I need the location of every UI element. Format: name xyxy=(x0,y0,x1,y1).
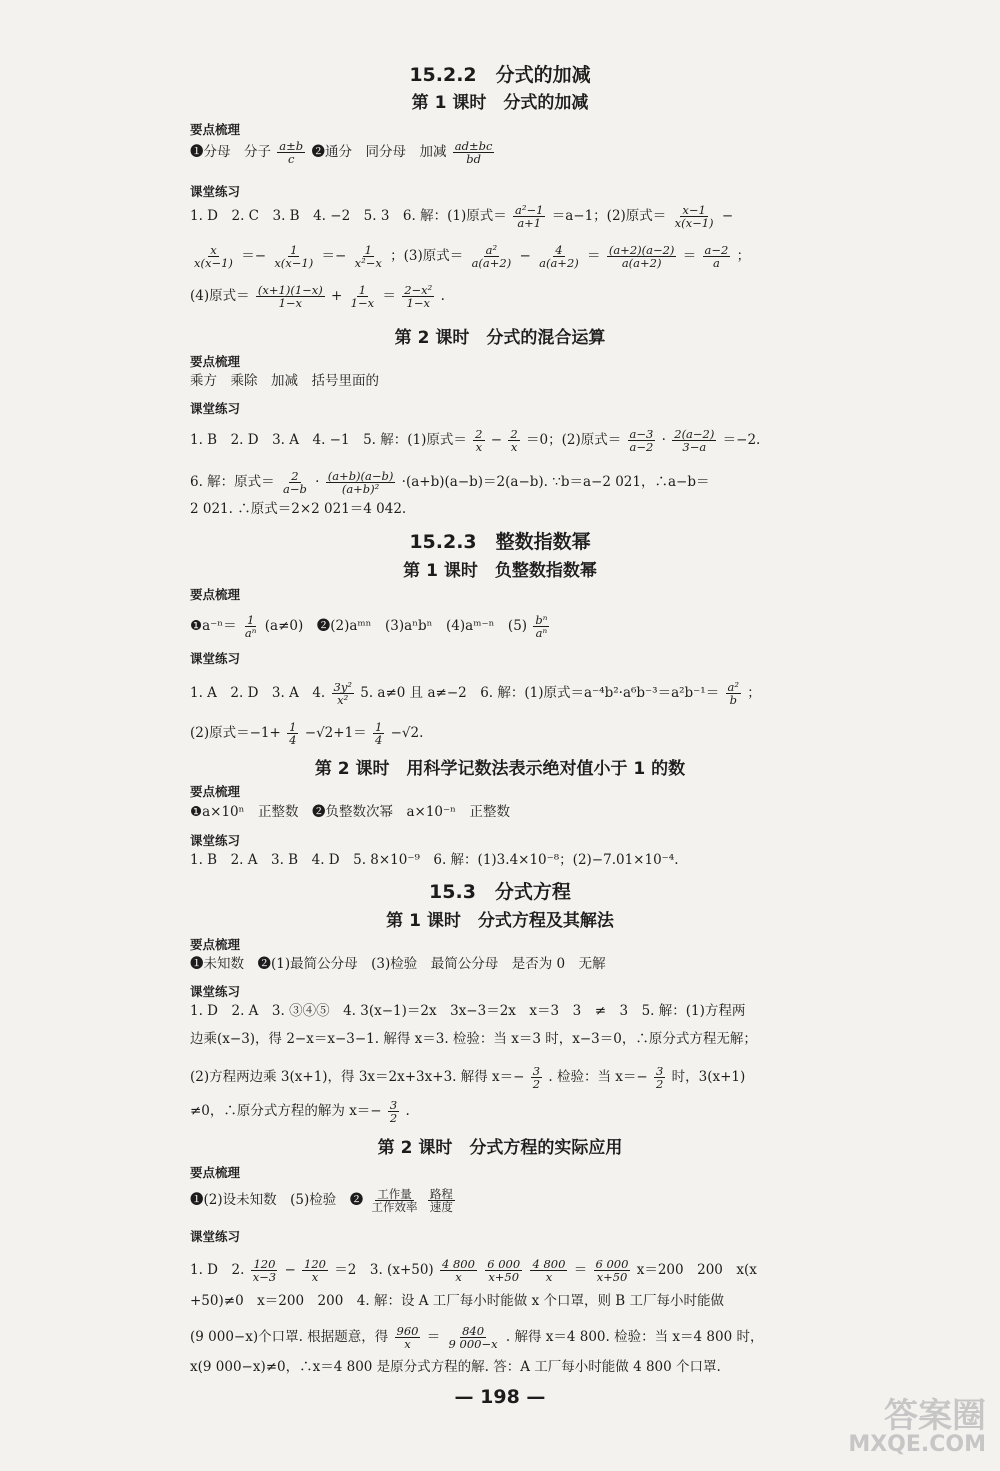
fraction xyxy=(428,1188,455,1213)
numerator: 6 000 xyxy=(487,1257,521,1271)
text: ＝− xyxy=(321,248,347,265)
denominator: 工作效率 xyxy=(371,1200,418,1215)
numerator: a²−1 xyxy=(515,203,544,217)
fraction xyxy=(277,140,305,165)
text: . 解得 x＝4 800. 检验：当 x＝4 800 时， xyxy=(505,1329,764,1346)
fraction xyxy=(349,284,376,309)
fraction xyxy=(447,1325,500,1350)
text: 时，3(x+1) xyxy=(671,1069,746,1086)
fraction xyxy=(533,614,549,639)
fraction xyxy=(192,244,235,269)
denominator: bd xyxy=(466,152,481,167)
fraction xyxy=(594,1258,631,1283)
denominator: c xyxy=(288,152,295,167)
fraction xyxy=(485,1258,522,1283)
denominator: 1−x xyxy=(278,296,303,311)
numerator: 路程 xyxy=(429,1187,453,1201)
text: − xyxy=(284,1262,296,1279)
text: ❶分母 分子 xyxy=(190,144,271,161)
numerator: a−2 xyxy=(704,243,729,257)
fraction xyxy=(281,470,309,495)
fraction xyxy=(473,428,484,453)
section-title-15-2-2: 15.2.2 分式的加减 xyxy=(409,64,591,86)
fraction xyxy=(440,1258,477,1283)
key-points-label: 要点梳理 xyxy=(190,122,241,137)
answer-line xyxy=(190,1325,763,1350)
denominator: 9 000−x xyxy=(448,1337,498,1352)
text: ·(a+b)(a−b)＝2(a−b). ∵b＝a−2 021，∴a−b＝ xyxy=(401,474,710,491)
denominator: 速度 xyxy=(429,1200,453,1215)
denominator: (a+b)² xyxy=(341,482,380,497)
denominator: 4 xyxy=(289,733,297,748)
text: ＝ xyxy=(682,248,697,265)
text: 1. A 2. D 3. A 4. xyxy=(190,685,326,702)
text: −√2+1＝ xyxy=(304,725,367,742)
fraction xyxy=(537,244,581,269)
practice-label: 课堂练习 xyxy=(190,401,241,416)
text: −√2. xyxy=(390,725,424,742)
fraction xyxy=(256,284,325,309)
key-points-line: ❶a×10ⁿ 正整数 ❷负整数次幂 a×10⁻ⁿ 正整数 xyxy=(190,804,510,820)
answer-line: x(9 000−x)≠0，∴x＝4 800 是原分式方程的解. 答：A 工厂每小时能做 4 800 个口罩. xyxy=(190,1359,721,1375)
denominator: 1−x xyxy=(350,296,375,311)
text: ；(3)原式＝ xyxy=(390,248,464,265)
fraction xyxy=(388,1099,399,1124)
answer-line: +50)≠0 x＝200 200 4. 解：设 A 工厂每小时能做 x 个口罩，则 B 工厂每小时能做 xyxy=(190,1293,725,1309)
fraction xyxy=(326,470,396,495)
numerator: a−3 xyxy=(629,427,654,441)
key-points-label: 要点梳理 xyxy=(190,937,241,952)
text: . xyxy=(405,1103,410,1120)
answer-line xyxy=(190,1258,757,1283)
text: 6. 解：原式＝ xyxy=(190,474,275,491)
denominator: x xyxy=(475,440,483,455)
denominator: aⁿ xyxy=(535,626,548,641)
numerator: 3y² xyxy=(333,680,352,694)
fraction xyxy=(453,140,495,165)
text: (2)原式＝−1+ xyxy=(190,725,281,742)
lesson-title: 第 2 课时 用科学记数法表示绝对值小于 1 的数 xyxy=(314,759,686,779)
page-number: — 198 — xyxy=(454,1386,546,1408)
answer-line xyxy=(190,284,445,309)
denominator: a+1 xyxy=(517,216,542,231)
numerator: bⁿ xyxy=(535,613,548,627)
numerator: 2 xyxy=(475,427,483,441)
answer-line xyxy=(190,681,761,706)
fraction xyxy=(726,681,741,706)
fraction xyxy=(287,721,298,746)
fraction xyxy=(531,1065,542,1090)
text: (4)原式＝ xyxy=(190,288,250,305)
numerator: 3 xyxy=(532,1064,541,1078)
text: ＝2 3. (x+50) xyxy=(334,1262,434,1279)
practice-label: 课堂练习 xyxy=(190,1229,241,1244)
fraction xyxy=(703,244,731,269)
fraction xyxy=(272,244,315,269)
answer-line: 2 021. ∴原式＝2×2 021＝4 042. xyxy=(190,501,407,517)
section-title-15-3: 15.3 分式方程 xyxy=(429,881,571,903)
numerator: 3 xyxy=(389,1098,398,1112)
answer-line: 1. D 2. A 3. ③④⑤ 4. 3(x−1)＝2x 3x−3＝2x x＝3 3 ≠ 3 5. 解：(1)方程两 xyxy=(190,1003,746,1019)
text: ≠0，∴原分式方程的解为 x＝− xyxy=(190,1103,382,1120)
text: − xyxy=(490,432,503,449)
answer-line xyxy=(190,428,760,453)
numerator: 1 xyxy=(247,613,255,627)
fraction xyxy=(332,681,354,706)
text: ❶(2)设未知数 (5)检验 ❷ xyxy=(190,1192,364,1209)
lesson-title: 第 2 课时 分式方程的实际应用 xyxy=(377,1138,623,1158)
numerator: 4 800 xyxy=(442,1257,475,1271)
fraction xyxy=(251,1258,278,1283)
watermark-site: MXQE.COM xyxy=(848,1432,986,1457)
text: ＝− xyxy=(241,248,267,265)
numerator: (a+2)(a−2) xyxy=(608,243,675,257)
text: (a≠0) ❷(2)aᵐⁿ (3)aⁿbⁿ (4)aᵐ⁻ⁿ (5) xyxy=(264,618,528,635)
denominator: x xyxy=(510,440,518,455)
denominator: x xyxy=(455,1270,462,1285)
fraction xyxy=(395,1325,421,1350)
denominator: a xyxy=(712,256,720,271)
denominator: x²−x xyxy=(354,256,382,271)
text: ＝ xyxy=(382,288,396,305)
fraction xyxy=(243,614,259,639)
numerator: 840 xyxy=(462,1324,485,1338)
text: x＝200 200 x(x xyxy=(636,1262,757,1279)
fraction xyxy=(302,1258,328,1283)
denominator: x(x−1) xyxy=(194,256,233,271)
denominator: aⁿ xyxy=(244,626,257,641)
section-title-15-2-3: 15.2.3 整数指数幂 xyxy=(409,531,591,553)
fraction xyxy=(470,244,514,269)
key-points-line xyxy=(190,1188,457,1213)
numerator: 4 800 xyxy=(532,1257,566,1271)
text: − xyxy=(519,248,531,265)
text: ＝ xyxy=(426,1329,441,1346)
denominator: 2 xyxy=(656,1077,664,1092)
text: ； xyxy=(736,248,751,265)
numerator: 1 xyxy=(374,720,383,734)
denominator: x xyxy=(311,1270,319,1285)
denominator: a(a+2) xyxy=(621,256,662,271)
text: · xyxy=(661,432,666,449)
answer-line xyxy=(190,721,423,746)
numerator: 工作量 xyxy=(377,1187,412,1201)
text: ＝a−1；(2)原式＝ xyxy=(551,208,667,225)
numerator: 2(a−2) xyxy=(674,427,715,441)
key-points-line: 乘方 乘除 加减 括号里面的 xyxy=(190,373,379,389)
fraction xyxy=(628,428,656,453)
answer-line xyxy=(190,244,750,269)
fraction xyxy=(402,284,434,309)
denominator: b xyxy=(729,693,737,708)
text: 1. D 2. C 3. B 4. −2 5. 3 6. 解：(1)原式＝ xyxy=(190,208,507,225)
text: ； xyxy=(747,685,761,702)
fraction xyxy=(530,1258,567,1283)
numerator: 2−x² xyxy=(404,283,433,297)
fraction xyxy=(673,204,716,229)
key-points-label: 要点梳理 xyxy=(190,1165,241,1180)
denominator: x+50 xyxy=(596,1270,628,1285)
answer-line xyxy=(190,1099,410,1124)
fraction xyxy=(672,428,716,453)
fraction xyxy=(508,428,519,453)
text: . xyxy=(440,288,445,305)
numerator: ad±bc xyxy=(454,139,493,153)
numerator: a² xyxy=(727,680,739,694)
key-points-line xyxy=(190,140,496,165)
answer-line xyxy=(190,470,709,495)
practice-label: 课堂练习 xyxy=(190,651,241,666)
denominator: x² xyxy=(337,693,349,708)
numerator: 1 xyxy=(358,283,367,297)
fraction xyxy=(513,204,545,229)
numerator: x−1 xyxy=(682,203,706,217)
denominator: 2 xyxy=(389,1111,398,1126)
key-points-label: 要点梳理 xyxy=(190,354,241,369)
text: ＝ xyxy=(573,1262,588,1279)
numerator: 4 xyxy=(555,243,563,257)
text: 1. B 2. D 3. A 4. −1 5. 解：(1)原式＝ xyxy=(190,432,467,449)
numerator: 120 xyxy=(304,1257,326,1271)
practice-label: 课堂练习 xyxy=(190,984,241,999)
numerator: 120 xyxy=(253,1257,276,1271)
numerator: 2 xyxy=(291,469,299,483)
key-points-line: ❶未知数 ❷(1)最简公分母 (3)检验 最简公分母 是否为 0 无解 xyxy=(190,956,606,972)
denominator: x(x−1) xyxy=(674,216,714,231)
denominator: x xyxy=(545,1270,553,1285)
fraction xyxy=(370,1188,420,1213)
numerator: 6 000 xyxy=(595,1257,629,1271)
text: ❷通分 同分母 加减 xyxy=(311,144,447,161)
numerator: x xyxy=(210,243,217,257)
fraction xyxy=(373,721,384,746)
numerator: 1 xyxy=(289,720,297,734)
text: ＝0；(2)原式＝ xyxy=(526,432,622,449)
key-points-line xyxy=(190,614,551,639)
denominator: 1−x xyxy=(406,296,430,311)
watermark-logo: 答案圈 xyxy=(884,1396,986,1436)
practice-label: 课堂练习 xyxy=(190,833,241,848)
answer-line xyxy=(190,204,733,229)
denominator: a(a+2) xyxy=(471,256,512,271)
lesson-title: 第 2 课时 分式的混合运算 xyxy=(394,328,606,348)
key-points-label: 要点梳理 xyxy=(190,784,241,799)
numerator: a±b xyxy=(279,139,304,153)
numerator: a² xyxy=(485,243,498,257)
denominator: x+50 xyxy=(488,1270,520,1285)
key-points-label: 要点梳理 xyxy=(190,587,241,602)
text: ＝ xyxy=(587,248,601,265)
text: (9 000−x)个口罩. 根据题意，得 xyxy=(190,1329,389,1346)
denominator: x−3 xyxy=(252,1270,277,1285)
practice-label: 课堂练习 xyxy=(190,184,241,199)
text: − xyxy=(721,208,734,225)
answer-line: 边乘(x−3)，得 2−x＝x−3−1. 解得 x＝3. 检验：当 x＝3 时，x−3＝0，∴原分式方程无解； xyxy=(190,1031,757,1047)
numerator: (a+b)(a−b) xyxy=(327,469,394,483)
numerator: 3 xyxy=(656,1064,664,1078)
numerator: 960 xyxy=(396,1324,419,1338)
numerator: 2 xyxy=(510,427,518,441)
text: · xyxy=(315,474,320,491)
numerator: 1 xyxy=(364,243,372,257)
answer-line xyxy=(190,1065,745,1090)
text: ＝−2. xyxy=(722,432,761,449)
lesson-title: 第 1 课时 负整数指数幂 xyxy=(403,561,597,581)
denominator: a−2 xyxy=(629,440,654,455)
lesson-title: 第 1 课时 分式方程及其解法 xyxy=(386,911,614,931)
numerator: 1 xyxy=(290,243,298,257)
denominator: a(a+2) xyxy=(539,256,579,271)
denominator: 2 xyxy=(532,1077,541,1092)
text: 5. a≠0 且 a≠−2 6. 解：(1)原式＝a⁻⁴b²·a⁶b⁻³＝a²b⁻¹＝ xyxy=(360,685,720,702)
text: ❶a⁻ⁿ＝ xyxy=(190,618,237,635)
text: 1. D 2. xyxy=(190,1262,245,1279)
answer-line: 1. B 2. A 3. B 4. D 5. 8×10⁻⁹ 6. 解：(1)3.4×10⁻⁸；(2)−7.01×10⁻⁴. xyxy=(190,852,679,868)
text: + xyxy=(331,288,343,305)
denominator: x(x−1) xyxy=(274,256,314,271)
fraction xyxy=(654,1065,665,1090)
text: . 检验：当 x＝− xyxy=(548,1069,648,1086)
fraction xyxy=(607,244,677,269)
denominator: a−b xyxy=(282,482,307,497)
lesson-title: 第 1 课时 分式的加减 xyxy=(411,93,589,113)
denominator: x xyxy=(404,1337,411,1352)
numerator: (x+1)(1−x) xyxy=(257,283,323,297)
text: (2)方程两边乘 3(x+1)，得 3x＝2x+3x+3. 解得 x＝− xyxy=(190,1069,525,1086)
denominator: 3−a xyxy=(682,440,707,455)
fraction xyxy=(353,244,384,269)
denominator: 4 xyxy=(374,733,383,748)
